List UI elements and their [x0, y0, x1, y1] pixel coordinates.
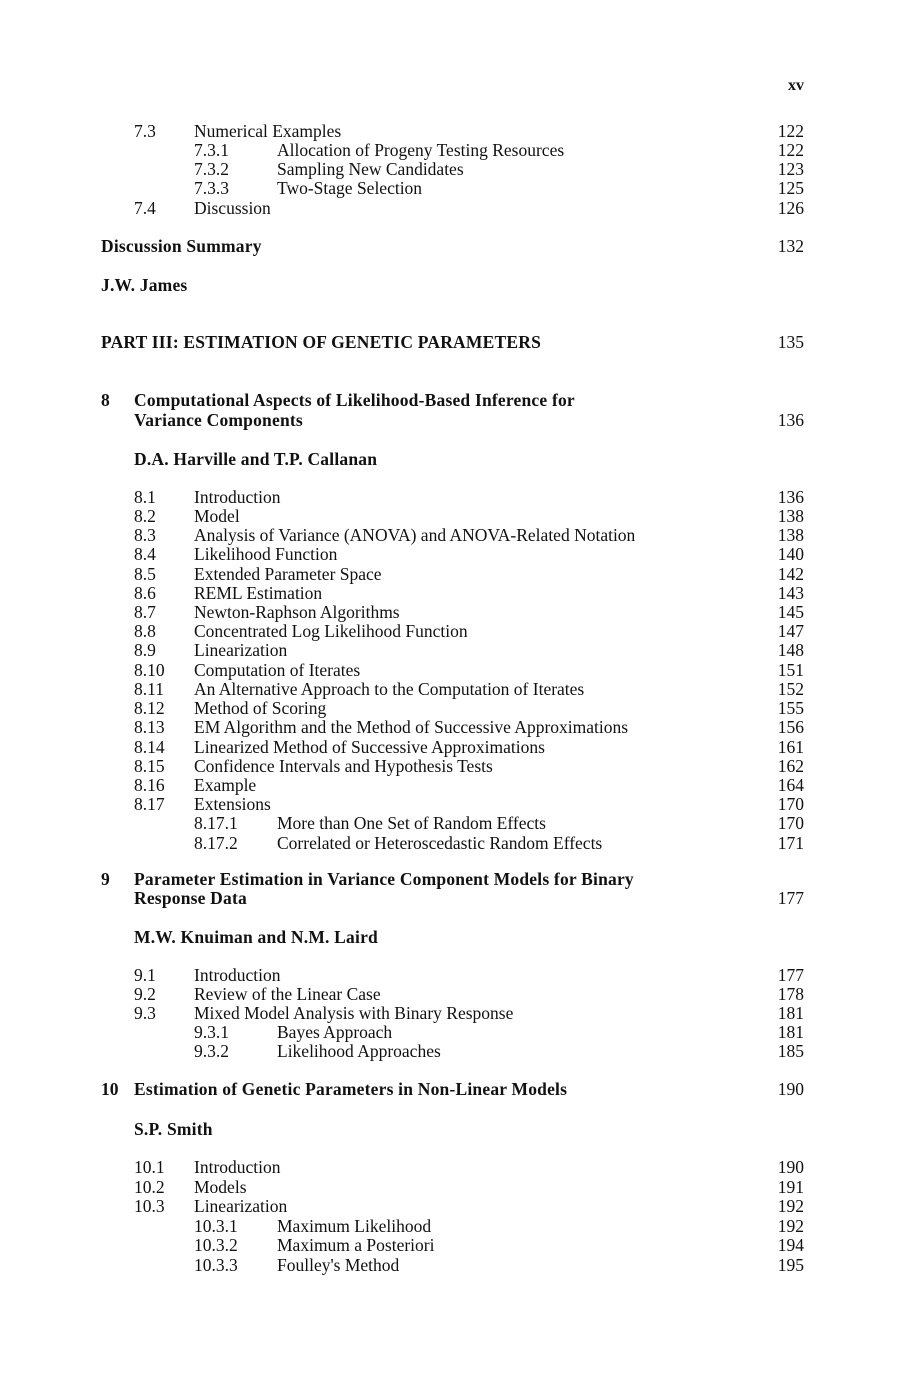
toc-entry	[0, 121, 915, 141]
toc-entry	[0, 140, 915, 160]
entry-title: Model	[194, 506, 240, 526]
toc-entry	[0, 679, 915, 699]
entry-page: 177	[777, 888, 804, 908]
entry-number: 8.5	[134, 564, 156, 584]
toc-entry	[0, 1177, 915, 1197]
entry-page: 140	[777, 544, 804, 564]
entry-page: 161	[777, 737, 804, 757]
toc-entry	[0, 1041, 915, 1061]
entry-number: 8.17.2	[194, 833, 238, 853]
entry-number: 7.3.3	[194, 178, 229, 198]
chapter-title: Variance Components	[134, 410, 303, 430]
entry-page: 122	[777, 140, 804, 160]
toc-entry	[0, 525, 915, 545]
chapter-title: Parameter Estimation in Variance Component Models for Binary	[134, 869, 634, 889]
discussion-summary	[0, 236, 915, 256]
entry-number: 10.3.3	[194, 1255, 238, 1275]
toc-entry	[0, 1157, 915, 1177]
toc-entry	[0, 1235, 915, 1255]
entry-number: 7.3.2	[194, 159, 229, 179]
entry-title: REML Estimation	[194, 583, 323, 603]
toc-entry	[0, 1022, 915, 1042]
toc-entry	[0, 756, 915, 776]
entry-page: 145	[777, 602, 804, 622]
entry-number: 9.3	[134, 1003, 156, 1023]
toc-entry	[0, 544, 915, 564]
toc-entry	[0, 1196, 915, 1216]
author: J.W. James	[101, 275, 188, 295]
entry-page: 190	[777, 1079, 804, 1099]
entry-page: 181	[777, 1003, 804, 1023]
chapter-heading-cont	[0, 410, 915, 430]
entry-title: Analysis of Variance (ANOVA) and ANOVA-Related Notation	[194, 525, 636, 545]
entry-title: Newton-Raphson Algorithms	[194, 602, 400, 622]
entry-number: 8.16	[134, 775, 165, 795]
entry-title: Introduction	[194, 487, 281, 507]
toc-entry	[0, 487, 915, 507]
toc-entry	[0, 965, 915, 985]
entry-number: 8.3	[134, 525, 156, 545]
toc-entry	[0, 660, 915, 680]
toc-entry	[0, 178, 915, 198]
entry-number: 8.8	[134, 621, 156, 641]
toc-entry	[0, 506, 915, 526]
chapter-title: Estimation of Genetic Parameters in Non-Linear Models	[134, 1079, 568, 1099]
entry-page: 181	[777, 1022, 804, 1042]
toc-entry	[0, 1255, 915, 1275]
entry-number: 8.12	[134, 698, 165, 718]
entry-page: 138	[777, 506, 804, 526]
entry-title: Example	[194, 775, 257, 795]
entry-title: Allocation of Progeny Testing Resources	[277, 140, 565, 160]
entry-number: 8.15	[134, 756, 165, 776]
entry-title: Likelihood Approaches	[277, 1041, 441, 1061]
entry-page: 125	[777, 178, 804, 198]
chapter-authors	[0, 1119, 915, 1139]
entry-number: 8.10	[134, 660, 165, 680]
section-title: Discussion Summary	[101, 236, 262, 256]
entry-page: 194	[777, 1235, 804, 1255]
toc-entry	[0, 583, 915, 603]
entry-title: Introduction	[194, 965, 281, 985]
chapter-title: Computational Aspects of Likelihood-Based Inference for	[134, 390, 575, 410]
entry-title: Extended Parameter Space	[194, 564, 382, 584]
entry-number: 8.14	[134, 737, 165, 757]
entry-title: Models	[194, 1177, 247, 1197]
entry-page: 178	[777, 984, 804, 1004]
entry-title: Linearization	[194, 1196, 288, 1216]
author: M.W. Knuiman and N.M. Laird	[134, 927, 378, 947]
author: D.A. Harville and T.P. Callanan	[134, 449, 378, 469]
entry-number: 10.3.2	[194, 1235, 238, 1255]
entry-page: 138	[777, 525, 804, 545]
chapter-number: 9	[101, 869, 110, 889]
toc-entry	[0, 717, 915, 737]
chapter-authors	[0, 449, 915, 469]
entry-title: Extensions	[194, 794, 271, 814]
entry-title: Concentrated Log Likelihood Function	[194, 621, 468, 641]
entry-title: Correlated or Heteroscedastic Random Effects	[277, 833, 603, 853]
entry-page: 185	[777, 1041, 804, 1061]
entry-title: Sampling New Candidates	[277, 159, 464, 179]
part-heading	[0, 332, 915, 352]
toc-entry	[0, 198, 915, 218]
entry-number: 8.13	[134, 717, 165, 737]
entry-title: Mixed Model Analysis with Binary Response	[194, 1003, 514, 1023]
toc-entry	[0, 984, 915, 1004]
toc-entry	[0, 621, 915, 641]
chapter-title: Response Data	[134, 888, 247, 908]
entry-page: 191	[777, 1177, 804, 1197]
entry-title: Likelihood Function	[194, 544, 338, 564]
toc-entry	[0, 833, 915, 853]
entry-number: 8.17	[134, 794, 165, 814]
entry-page: 123	[777, 159, 804, 179]
entry-page: 195	[777, 1255, 804, 1275]
entry-page: 126	[777, 198, 804, 218]
entry-number: 8.9	[134, 640, 156, 660]
entry-page: 147	[777, 621, 804, 641]
toc-entry	[0, 1216, 915, 1236]
entry-number: 8.11	[134, 679, 164, 699]
chapter-heading-cont	[0, 888, 915, 908]
toc-entry	[0, 794, 915, 814]
entry-title: EM Algorithm and the Method of Successive Approximations	[194, 717, 629, 737]
chapter-heading	[0, 1079, 915, 1099]
entry-number: 10.2	[134, 1177, 165, 1197]
toc-entry	[0, 640, 915, 660]
toc-entry	[0, 737, 915, 757]
entry-number: 7.3.1	[194, 140, 229, 160]
entry-number: 8.1	[134, 487, 156, 507]
entry-title: More than One Set of Random Effects	[277, 813, 546, 833]
entry-page: 192	[777, 1196, 804, 1216]
author: S.P. Smith	[134, 1119, 213, 1139]
entry-title: An Alternative Approach to the Computation of Iterates	[194, 679, 585, 699]
entry-number: 9.2	[134, 984, 156, 1004]
entry-title: Linearized Method of Successive Approximations	[194, 737, 545, 757]
entry-number: 10.3.1	[194, 1216, 238, 1236]
entry-title: Discussion	[194, 198, 271, 218]
toc-entry	[0, 775, 915, 795]
entry-title: Linearization	[194, 640, 288, 660]
entry-number: 9.3.1	[194, 1022, 229, 1042]
entry-page: 152	[777, 679, 804, 699]
entry-number: 7.4	[134, 198, 156, 218]
entry-page: 132	[777, 236, 804, 256]
entry-number: 8.6	[134, 583, 156, 603]
entry-title: Bayes Approach	[277, 1022, 393, 1042]
chapter-authors	[0, 927, 915, 947]
entry-title: Introduction	[194, 1157, 281, 1177]
entry-page: 155	[777, 698, 804, 718]
chapter-number: 8	[101, 390, 110, 410]
entry-page: 122	[777, 121, 804, 141]
entry-page: 142	[777, 564, 804, 584]
chapter-heading	[0, 869, 915, 889]
entry-title: Maximum Likelihood	[277, 1216, 432, 1236]
discussion-author	[0, 275, 915, 295]
entry-page: 143	[777, 583, 804, 603]
entry-number: 8.4	[134, 544, 156, 564]
entry-title: Numerical Examples	[194, 121, 342, 141]
entry-page: 190	[777, 1157, 804, 1177]
entry-number: 10.1	[134, 1157, 165, 1177]
entry-page: 170	[777, 813, 804, 833]
toc-entry	[0, 602, 915, 622]
entry-page: 192	[777, 1216, 804, 1236]
chapter-number: 10	[101, 1079, 119, 1099]
entry-page: 136	[777, 487, 804, 507]
entry-page: 177	[777, 965, 804, 985]
toc-entry	[0, 813, 915, 833]
entry-number: 9.1	[134, 965, 156, 985]
entry-page: 162	[777, 756, 804, 776]
entry-title: Method of Scoring	[194, 698, 327, 718]
entry-page: 156	[777, 717, 804, 737]
entry-page: 136	[777, 410, 804, 430]
entry-page: 151	[777, 660, 804, 680]
toc-entry	[0, 564, 915, 584]
part-title: PART III: ESTIMATION OF GENETIC PARAMETERS	[101, 332, 541, 352]
entry-page: 135	[777, 332, 804, 352]
toc-entry	[0, 1003, 915, 1023]
toc-entry	[0, 698, 915, 718]
page-number: xv	[788, 77, 804, 94]
entry-title: Foulley's Method	[277, 1255, 400, 1275]
toc-entry	[0, 159, 915, 179]
entry-title: Maximum a Posteriori	[277, 1235, 435, 1255]
entry-title: Confidence Intervals and Hypothesis Tests	[194, 756, 493, 776]
entry-page: 170	[777, 794, 804, 814]
entry-title: Two-Stage Selection	[277, 178, 423, 198]
entry-number: 8.2	[134, 506, 156, 526]
entry-number: 7.3	[134, 121, 156, 141]
entry-page: 164	[777, 775, 804, 795]
entry-number: 9.3.2	[194, 1041, 229, 1061]
entry-number: 8.17.1	[194, 813, 238, 833]
chapter-heading	[0, 390, 915, 410]
entry-page: 148	[777, 640, 804, 660]
entry-title: Computation of Iterates	[194, 660, 361, 680]
entry-number: 8.7	[134, 602, 156, 622]
entry-title: Review of the Linear Case	[194, 984, 381, 1004]
entry-number: 10.3	[134, 1196, 165, 1216]
entry-page: 171	[777, 833, 804, 853]
